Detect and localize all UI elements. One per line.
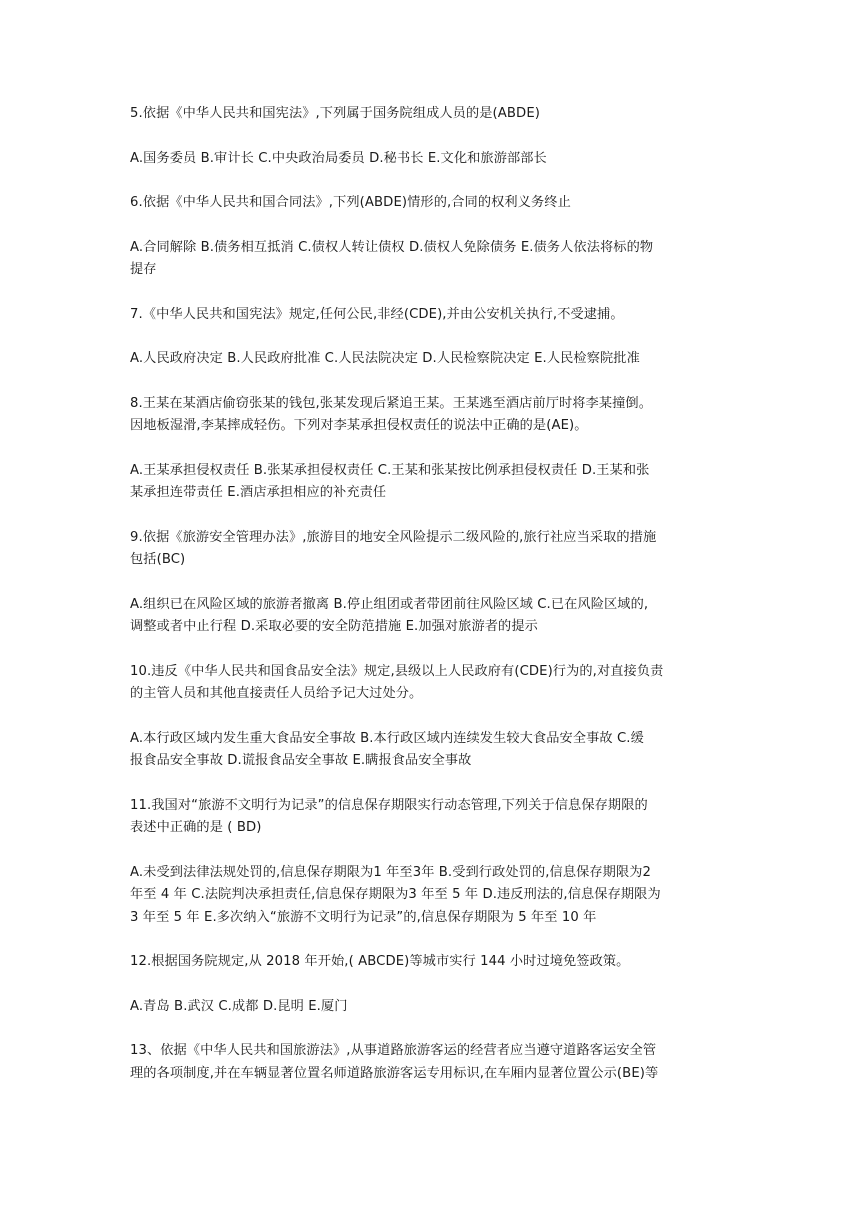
text-line: 6.依据《中华人民共和国合同法》,下列(ABDE)情形的,合同的权利义务终止 (130, 195, 571, 210)
question-text (130, 192, 740, 215)
text-line: 5.依据《中华人民共和国宪法》,下列属于国务院组成人员的是(ABDE) (130, 106, 540, 121)
text-line: 10.违反《中华人民共和国食品安全法》规定,县级以上人民政府有(CDE)行为的,对直接负责 (130, 663, 664, 679)
text-line: A.青岛 B.武汉 C.成都 D.昆明 E.厦门 (130, 998, 348, 1014)
text-line: 11.我国对“旅游不文明行为记录”的信息保存期限实行动态管理,下列关于信息保存期限的 (130, 797, 648, 813)
answer-options (130, 594, 740, 639)
text-line: 9.依据《旅游安全管理办法》,旅游目的地安全风险提示二级风险的,旅行社应当采取的措施 (130, 529, 657, 545)
text-line: 包括(BC) (130, 552, 186, 567)
text-line: A.未受到法律法规处罚的,信息保存期限为1 年至3年 B.受到行政处罚的,信息保存期限为2 (130, 864, 652, 880)
answer-options (130, 728, 740, 773)
text-line: 3 年至 5 年 E.多次纳入“旅游不文明行为记录”的,信息保存期限为 5 年至 10 年 (130, 909, 597, 925)
answer-options (130, 237, 740, 282)
text-line: 8.王某在某酒店偷窃张某的钱包,张某发现后紧追王某。王某逃至酒店前厅时将李某撞倒。 (130, 395, 652, 411)
answer-options (130, 862, 740, 930)
text-line: 的主管人员和其他直接责任人员给予记大过处分。 (130, 686, 423, 701)
question-text (130, 1040, 740, 1085)
answer-options (130, 996, 740, 1019)
text-line: A.本行政区域内发生重大食品安全事故 B.本行政区域内连续发生较大食品安全事故 C.缓 (130, 730, 644, 746)
document-page (130, 103, 740, 1107)
question-text (130, 393, 740, 438)
text-line: 12.根据国务院规定,从 2018 年开始,( ABCDE)等城市实行 144 小时过境免签政策。 (130, 954, 630, 969)
text-line: 理的各项制度,并在车辆显著位置名师道路旅游客运专用标识,在车厢内显著位置公示(BE)等 (130, 1065, 659, 1081)
text-line: 提存 (130, 262, 157, 277)
text-line: 某承担连带责任 E.酒店承担相应的补充责任 (130, 485, 387, 500)
text-line: 年至 4 年 C.法院判决承担责任,信息保存期限为3 年至 5 年 D.违反刑法的,信息保存期限为 (130, 887, 661, 902)
text-line: 表述中正确的是 ( BD) (130, 820, 262, 835)
answer-options (130, 460, 740, 505)
text-line: A.王某承担侵权责任 B.张某承担侵权责任 C.王某和张某按比例承担侵权责任 D.王某和张 (130, 462, 650, 478)
text-line: 报食品安全事故 D.谎报食品安全事故 E.瞒报食品安全事故 (130, 753, 472, 768)
text-line: 调整或者中止行程 D.采取必要的安全防范措施 E.加强对旅游者的提示 (130, 619, 538, 634)
text-line: 因地板湿滑,李某摔成轻伤。下列对李某承担侵权责任的说法中正确的是(AE)。 (130, 418, 588, 433)
question-text (130, 795, 740, 840)
text-line: A.国务委员 B.审计长 C.中央政治局委员 D.秘书长 E.文化和旅游部部长 (130, 150, 547, 166)
answer-options (130, 148, 740, 171)
question-text (130, 951, 740, 974)
question-text (130, 103, 740, 126)
text-line: A.组织已在风险区域的旅游者撤离 B.停止组团或者带团前往风险区域 C.已在风险区域的, (130, 596, 649, 612)
text-line: 13、依据《中华人民共和国旅游法》,从事道路旅游客运的经营者应当遵守道路客运安全管 (130, 1043, 657, 1058)
text-line: 7.《中华人民共和国宪法》规定,任何公民,非经(CDE),并由公安机关执行,不受逮捕。 (130, 306, 624, 322)
text-line: A.人民政府决定 B.人民政府批准 C.人民法院决定 D.人民检察院决定 E.人民检察院批准 (130, 351, 640, 366)
answer-options (130, 348, 740, 371)
question-text (130, 661, 740, 706)
question-text (130, 304, 740, 327)
text-line: A.合同解除 B.债务相互抵消 C.债权人转让债权 D.债权人免除债务 E.债务人依法将标的物 (130, 239, 654, 255)
question-text (130, 527, 740, 572)
